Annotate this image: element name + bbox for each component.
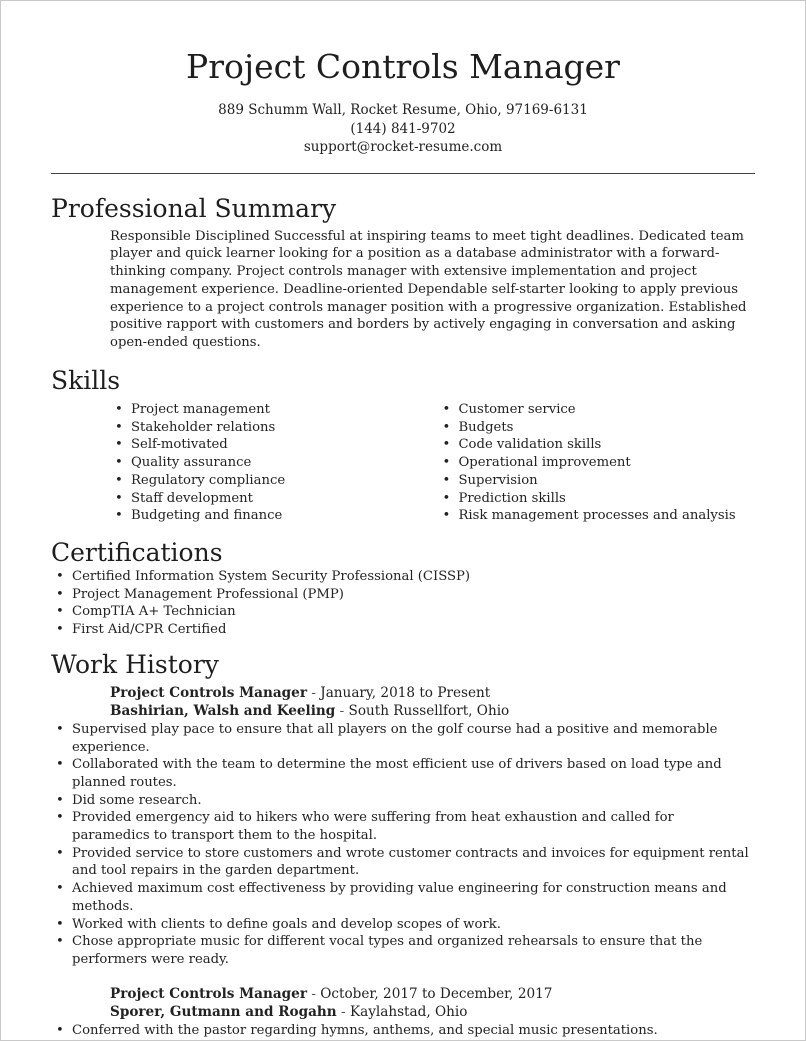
skill-item: • Project management [110,401,437,419]
job-separator: - [336,1004,350,1021]
skills-section [1,366,805,525]
job-duty-item: • Achieved maximum cost effectiveness by providing value engineering for construction means and methods. [51,880,755,915]
job-dates: January, 2018 to Present [320,684,491,701]
skills-columns [110,401,755,525]
job-company-line [110,702,755,721]
job-heading [110,684,755,721]
job-company-line [110,1003,755,1022]
job-location: Kaylahstad, Ohio [349,1004,468,1021]
job-duty-item: • Conferred with the pastor regarding hymns, anthems, and special music presentations. [51,1022,755,1040]
job-company: Bashirian, Walsh and Keeling [110,703,336,720]
job-duty-item: • Provided service to store customers and wrote customer contracts and invoices for equipment rental and tool repairs in the garden department. [51,845,755,880]
summary-title: Professional Summary [51,193,337,223]
certifications-list [51,568,755,639]
job-separator: - [335,703,349,720]
candidate-name: Project Controls Manager [186,47,620,86]
certification-item: • First Aid/CPR Certified [51,621,755,639]
job-role-line [110,985,755,1004]
skills-list-left [110,401,437,525]
skills-list-right [437,401,755,525]
skill-item: • Self-motivated [110,436,437,454]
skill-item: • Quality assurance [110,454,437,472]
skill-item: • Stakeholder relations [110,419,437,437]
job-separator: - [307,684,321,701]
job-location: South Russellfort, Ohio [348,703,510,720]
certification-item: • Project Management Professional (PMP) [51,586,755,604]
job-separator: - [307,985,321,1002]
certifications-section [1,538,805,639]
skills-title: Skills [51,366,121,396]
summary-text: Responsible Disciplined Successful at inspiring teams to meet tight deadlines. Dedicated team player and quick learner looking for a position as a database administrator with a forward-thinking company. Project controls manager with extensive implementation and project management experience. Deadline-oriented Dependable self-starter looking to apply previous experience to a project controls manager position with a progressive organization. Established positive rapport with customers and borders by actively engaging in conversation and asking open-ended questions. [110,228,747,351]
skill-item: • Budgets [437,419,755,437]
job-heading [110,985,755,1022]
work-history-section [1,650,805,1040]
skill-item: • Staff development [110,490,437,508]
job-duties-list [51,721,755,969]
skill-item: • Risk management processes and analysis [437,507,755,525]
contact-email: support@rocket-resume.com [303,139,503,155]
contact-info [1,101,805,157]
summary-section [1,194,805,353]
job-duty-item: • Supervised play pace to ensure that all players on the golf course had a positive and memorable experience. [51,721,755,756]
certification-item: • Certified Information System Security Professional (CISSP) [51,568,755,586]
job-role: Project Controls Manager [110,684,307,701]
job-duty-item: • Did some research. [51,792,755,810]
job-dates: October, 2017 to December, 2017 [320,985,553,1002]
header-divider [51,173,755,174]
skill-item: • Prediction skills [437,490,755,508]
job-company: Sporer, Gutmann and Rogahn [110,1004,337,1021]
skill-item: • Code validation skills [437,436,755,454]
skill-item: • Budgeting and finance [110,507,437,525]
contact-phone: (144) 841-9702 [350,120,456,137]
resume-header [1,1,805,157]
job-duties-list [51,1022,755,1040]
job-role-line [110,684,755,703]
skill-item: • Supervision [437,472,755,490]
skill-item: • Regulatory compliance [110,472,437,490]
job-duty-item: • Provided emergency aid to hikers who were suffering from heat exhaustion and called for paramedics to transport them to the hospital. [51,809,755,844]
contact-address: 889 Schumm Wall, Rocket Resume, Ohio, 97169-6131 [218,102,588,118]
job-duty-item: • Collaborated with the team to determine the most efficient use of drivers based on load type and planned routes. [51,756,755,791]
work-history-title: Work History [51,649,219,679]
skill-item: • Customer service [437,401,755,419]
job-role: Project Controls Manager [110,985,307,1002]
skill-item: • Operational improvement [437,454,755,472]
job-duty-item: • Chose appropriate music for different vocal types and organized rehearsals to ensure that the performers were ready. [51,933,755,968]
certification-item: • CompTIA A+ Technician [51,603,755,621]
certifications-title: Certifications [51,538,223,567]
job-duty-item: • Worked with clients to define goals and develop scopes of work. [51,916,755,934]
